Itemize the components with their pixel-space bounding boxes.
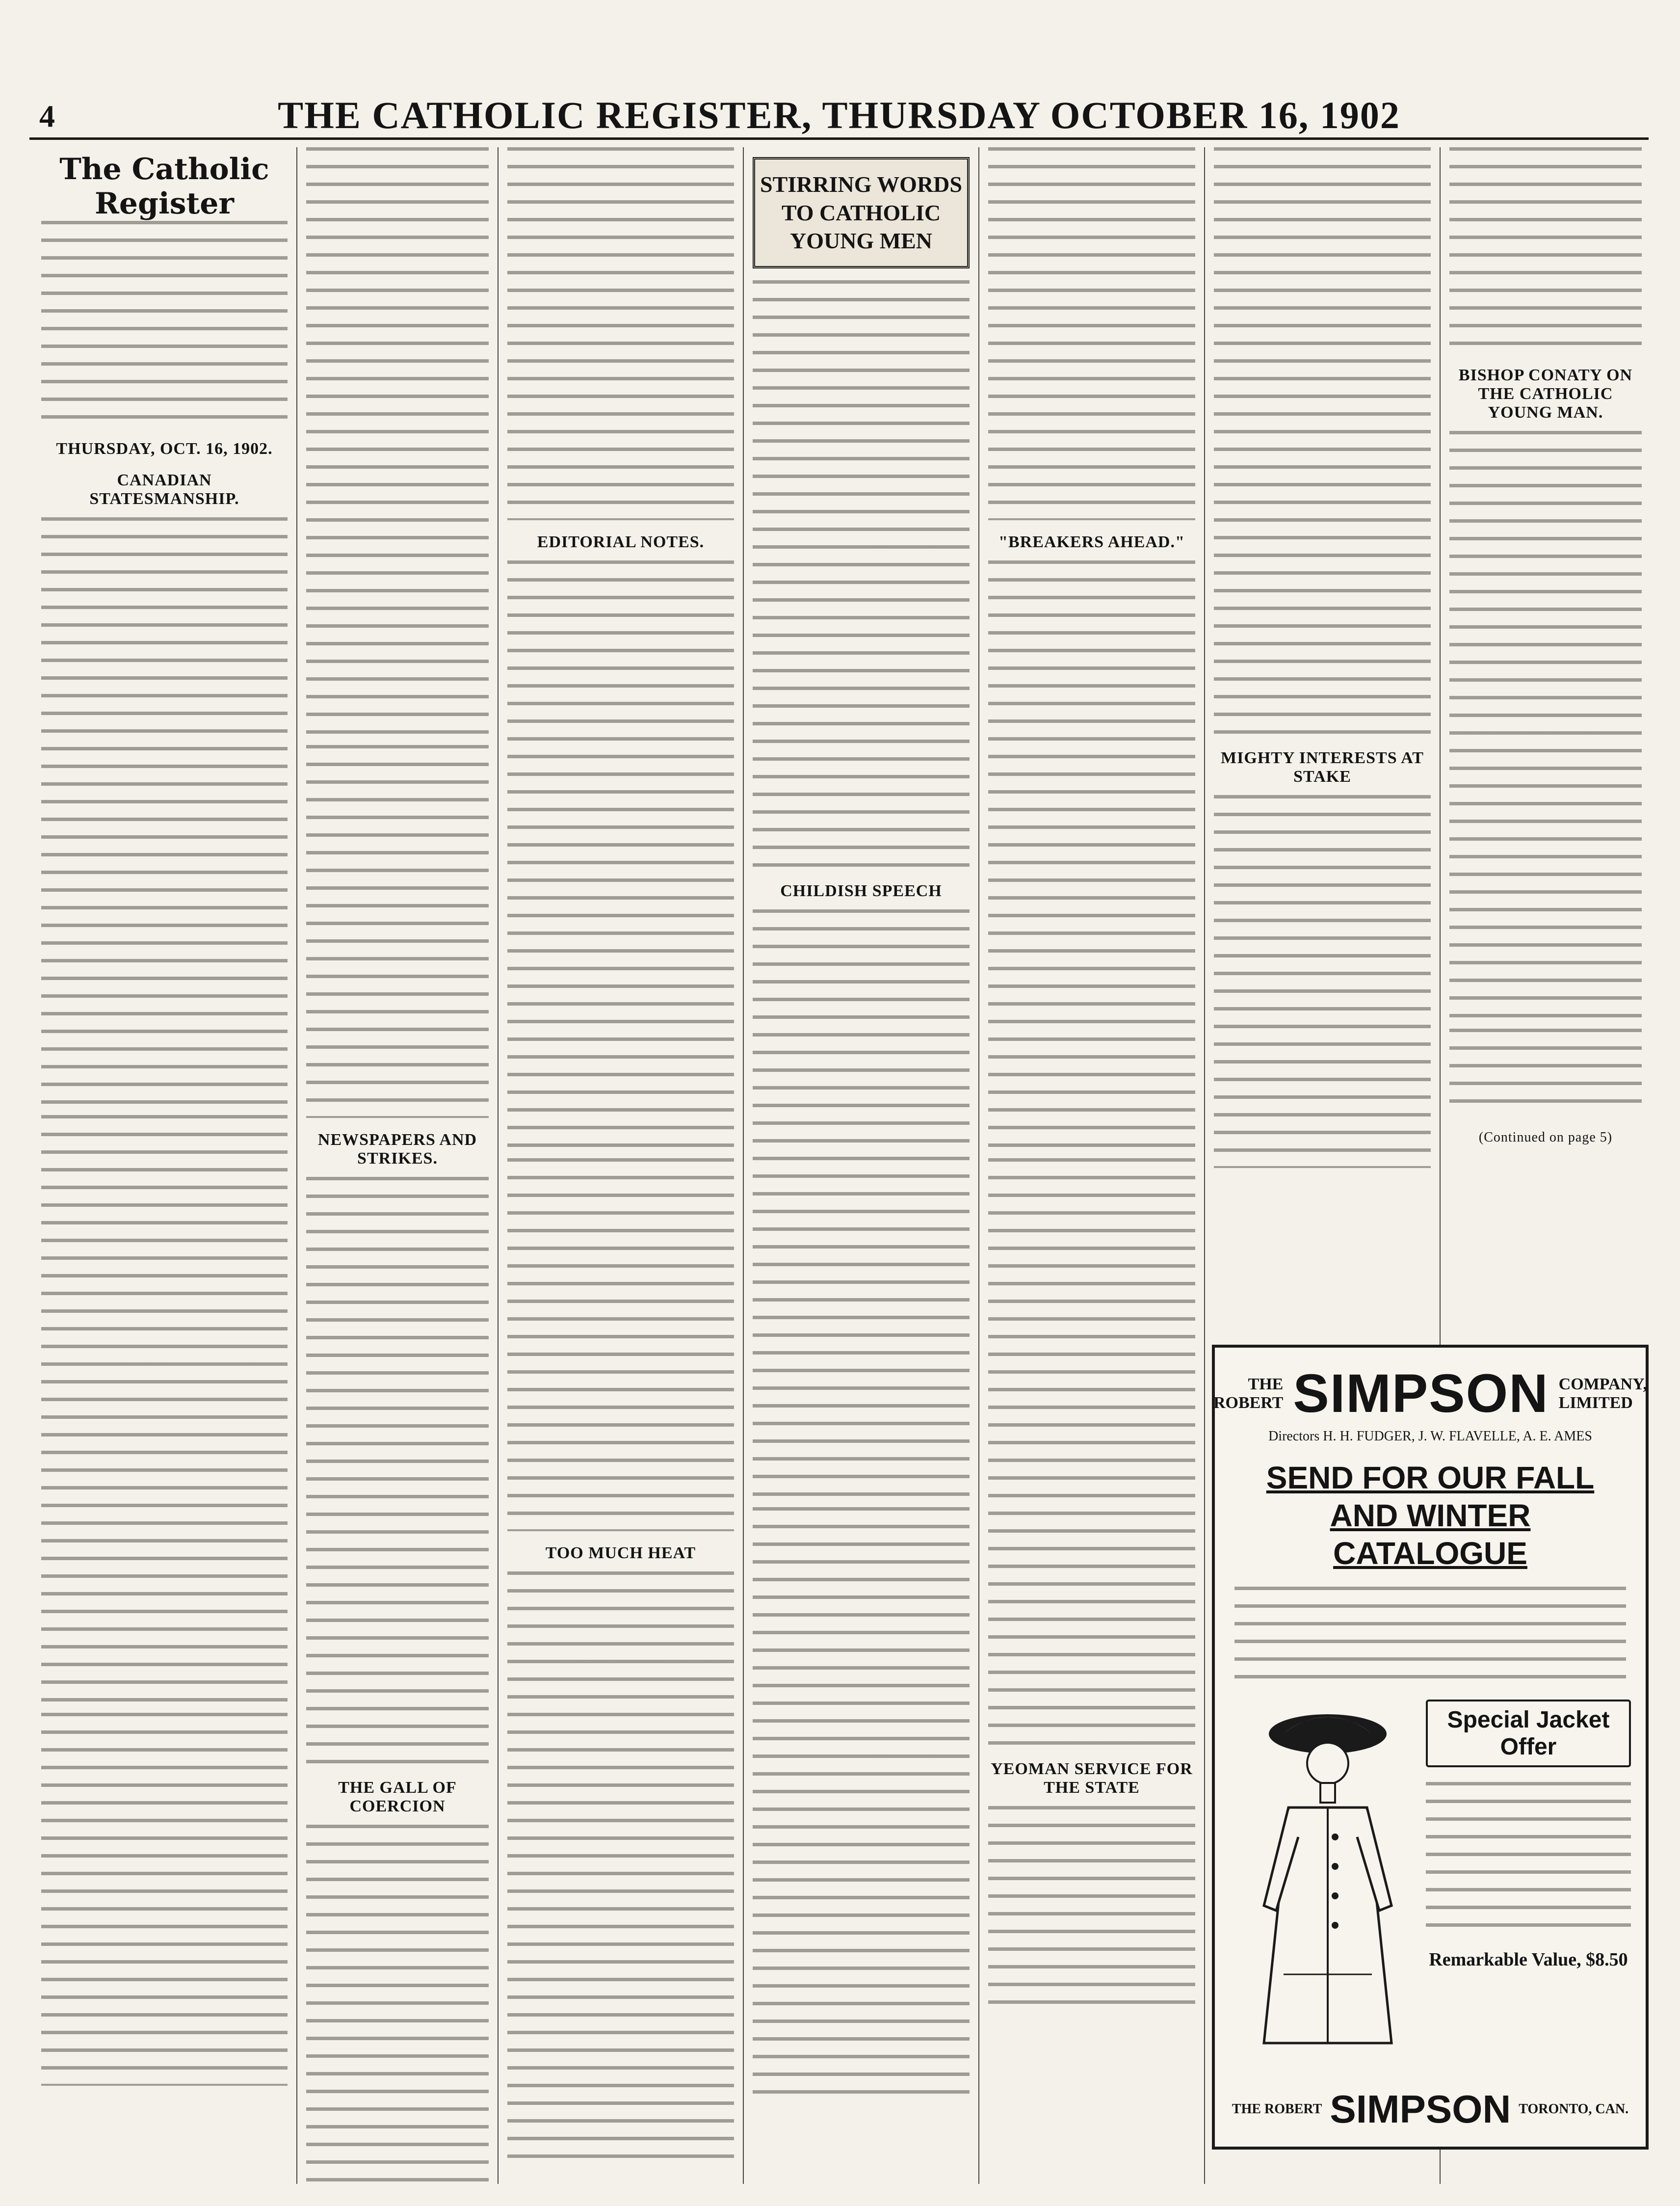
article-body (988, 560, 1195, 1149)
masthead-details (41, 221, 288, 427)
article-body (507, 560, 734, 1149)
masthead-title: The Catholic Register (59, 152, 269, 221)
article-body (306, 1177, 489, 1766)
article-body (988, 147, 1195, 520)
article-heading: EDITORIAL NOTES. (537, 533, 705, 551)
article-heading: THE GALL OF COERCION (338, 1779, 457, 1815)
ad-footer (1230, 2087, 1631, 2132)
offer-description (1426, 1782, 1631, 1929)
article-body (507, 1571, 734, 2160)
article-heading: YEOMAN SERVICE FOR THE STATE (991, 1760, 1193, 1797)
article-body (753, 1507, 970, 2096)
column-rule (743, 147, 744, 2184)
column-2 (299, 147, 496, 2184)
article-body (1449, 431, 1642, 1020)
article-body (988, 1158, 1195, 1747)
ad-footer-the-robert: THE ROBERT (1232, 2101, 1322, 2117)
article-body (41, 517, 288, 1106)
ad-footer-name: SIMPSON (1330, 2087, 1511, 2131)
ad-header (1213, 1362, 1648, 1425)
ad-copy (1234, 1587, 1626, 1685)
article-heading: "BREAKERS AHEAD." (998, 533, 1185, 551)
article-body (1214, 147, 1431, 736)
article-body (507, 147, 734, 520)
column-rule (498, 147, 499, 2184)
offer-title: Special Jacket Offer (1426, 1700, 1631, 1767)
column-3 (500, 147, 741, 2184)
ad-company-suffix: COMPANY, LIMITED (1558, 1375, 1648, 1412)
offer-row (1230, 1700, 1631, 2053)
ad-body (1234, 1587, 1626, 1685)
article-body (1449, 147, 1642, 353)
ad-the-robert: THE ROBERT (1213, 1375, 1284, 1412)
dateline: THURSDAY, OCT. 16, 1902. (56, 440, 273, 458)
article-body (988, 1806, 1195, 2012)
article-body (753, 909, 970, 1498)
column-5 (981, 147, 1202, 2184)
article-heading: CANADIAN STATESMANSHIP. (89, 471, 239, 508)
continued-note: (Continued on page 5) (1478, 1130, 1613, 1145)
article-heading: BISHOP CONATY ON THE CATHOLIC YOUNG MAN. (1458, 366, 1633, 422)
column-rule (296, 147, 297, 2184)
feature-headline: STIRRING WORDS TO CATHOLIC YOUNG MEN (753, 157, 970, 268)
article-body (41, 1115, 288, 1704)
article-body (1449, 1029, 1642, 1117)
article-body (306, 147, 489, 736)
column-1 (34, 147, 294, 2184)
article-heading: CHILDISH SPEECH (780, 881, 942, 900)
article-body (306, 745, 489, 1118)
article-body (753, 280, 970, 869)
column-rule (978, 147, 979, 2184)
ad-directors: Directors H. H. FUDGER, J. W. FLAVELLE, A. E. AMES (1268, 1429, 1592, 1444)
page-number: 4 (39, 99, 55, 133)
article-body (1214, 795, 1431, 1168)
article-heading: MIGHTY INTERESTS AT STAKE (1221, 749, 1424, 786)
ad-headline: SEND FOR OUR FALL AND WINTER CATALOGUE (1266, 1460, 1595, 1571)
article-heading: TOO MUCH HEAT (545, 1544, 696, 1562)
article-body (507, 1158, 734, 1531)
ad-company-name: SIMPSON (1293, 1363, 1549, 1424)
article-body (306, 1825, 489, 2184)
column-rule (1204, 147, 1205, 2184)
simpson-advertisement (1212, 1345, 1649, 2150)
page-header (29, 83, 1649, 140)
ad-footer-location: TORONTO, CAN. (1519, 2101, 1629, 2117)
running-head: THE CATHOLIC REGISTER, THURSDAY OCTOBER 16, 1902 (278, 94, 1400, 136)
article-heading: NEWSPAPERS AND STRIKES. (317, 1131, 477, 1168)
offer-value: Remarkable Value, $8.50 (1429, 1949, 1628, 1970)
jacket-offer (1426, 1700, 1631, 2053)
article-body (41, 1713, 288, 2086)
woman-in-jacket-illustration (1230, 1700, 1416, 2053)
column-4 (746, 147, 976, 2184)
